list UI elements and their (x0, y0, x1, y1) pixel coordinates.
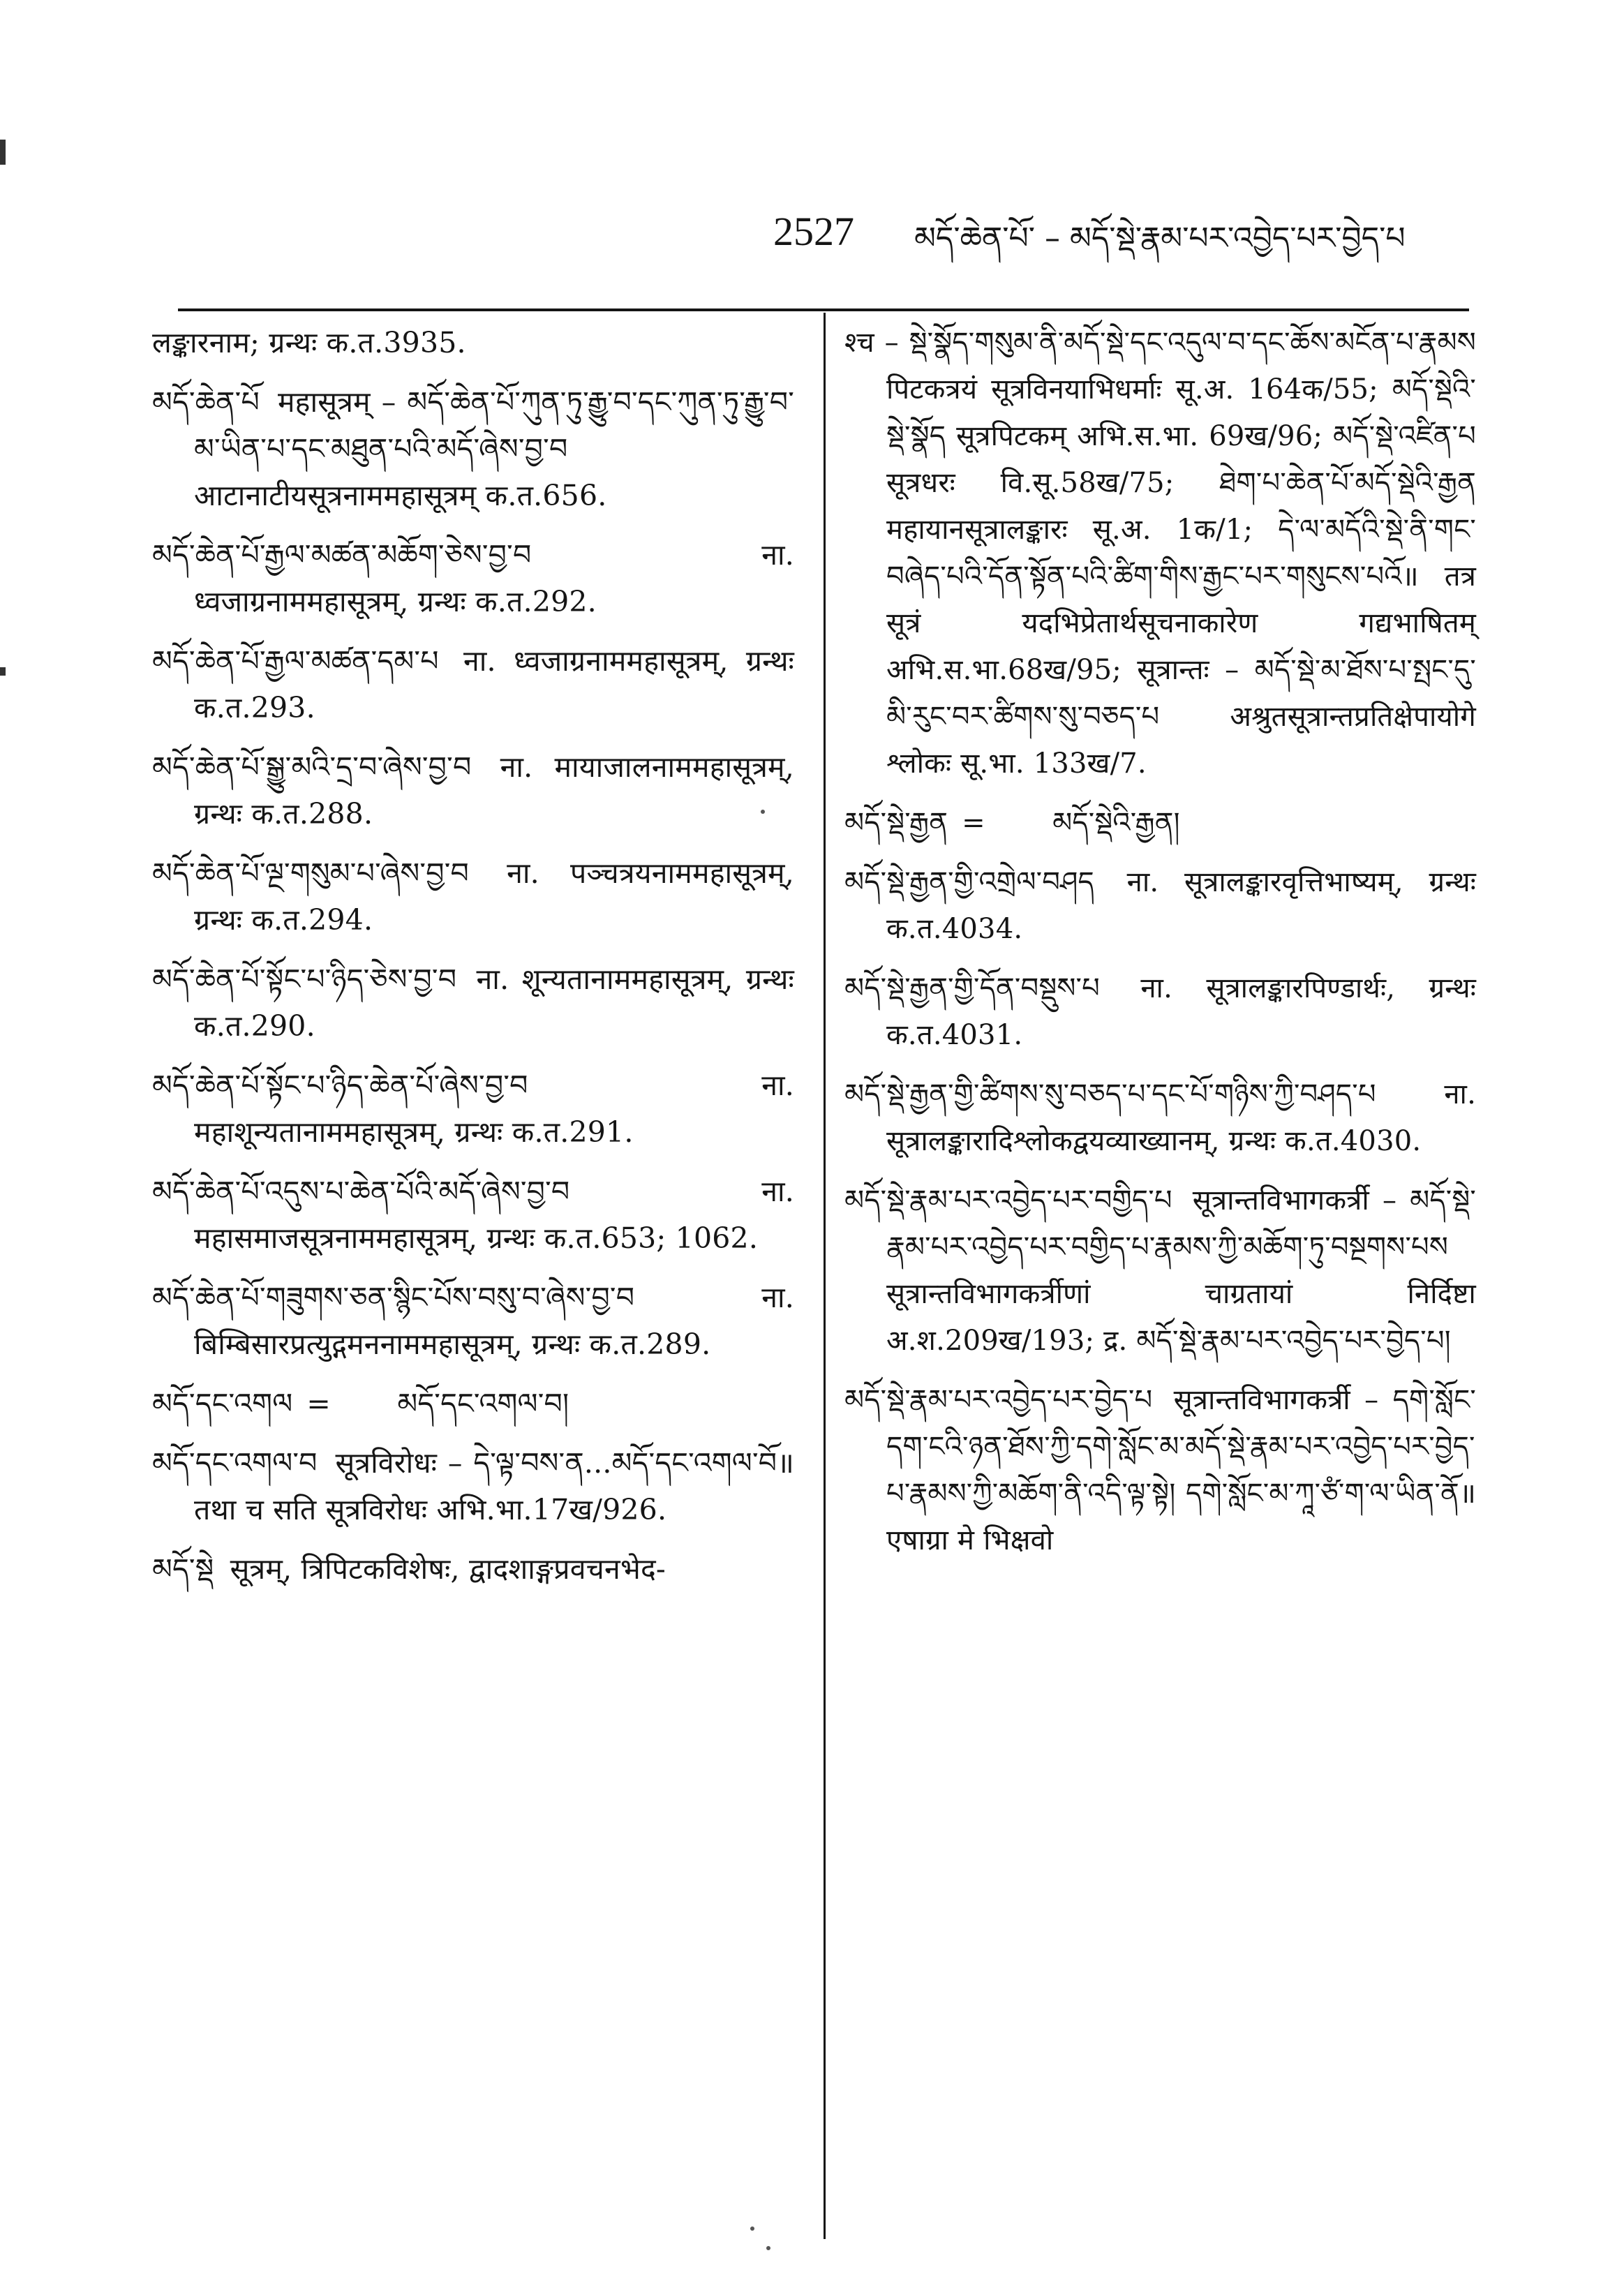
entry-text: सूत्रान्तविभागकर्त्री – དགེ་སློང་དག་ངའི་ཉན་ཐོས་ཀྱི་དགེ་སློང་མ་མདོ་སྡེ་རྣམ་པར་འབྱེད་པར་བྱེད་པ་རྣམས་ཀྱི་མཆོག་ནི་འདི་ལྟ་སྟེ། དགེ་སློང་མ་ཀཱ་ཙཾ་ག་ལ་ཡིན་ནོ॥ एषाग्रा मे भिक्षवो (886, 1384, 1477, 1556)
entry-headword: མདོ་སྡེ་རྣམ་པར་འབྱེད་པར་བྱེད་པ (844, 1384, 1153, 1416)
page-number: 2527 (773, 209, 854, 254)
header-rule (178, 308, 1469, 311)
dictionary-entry (152, 379, 794, 519)
entry-text: ना. सूत्रालङ्कारवृत्तिभाष्यम्, ग्रन्थः क.त.4034. (886, 866, 1477, 945)
entry-text: ना. महाशून्यतानाममहासूत्रम्, ग्रन्थः क.त.291. (194, 1069, 794, 1149)
dictionary-entry (152, 1168, 794, 1262)
dictionary-entry (152, 744, 794, 838)
entry-text: ना. सूत्रालङ्कारादिश्लोकद्वयव्याख्यानम्, ग्रन्थः क.त.4030. (886, 1078, 1476, 1157)
scan-speck (766, 2246, 770, 2250)
dictionary-entry (844, 320, 1476, 787)
dictionary-entry (844, 1177, 1476, 1365)
entry-text: ना. मायाजालनाममहासूत्रम्, ग्रन्थः क.त.288. (194, 750, 795, 831)
entry-text: ना. सूत्रालङ्कारपिण्डार्थः, ग्रन्थः क.त.4031. (886, 972, 1476, 1051)
dictionary-entry (844, 1377, 1476, 1564)
entry-headword: མདོ་ཆེན་པོ་སྟོང་པ་ཉིད་ཆེན་པོ་ཞེས་བྱ་བ (152, 1069, 528, 1102)
entry-headword: མདོ་ཆེན་པོ་སྒྱུ་མའི་དྲ་བ་ཞེས་བྱ་བ (152, 750, 472, 784)
scan-speck (750, 2226, 754, 2231)
entry-text: ना. शून्यतानाममहासूत्रम्, ग्रन्थः क.त.290. (194, 962, 794, 1043)
entry-headword: མདོ་སྡེ་རྒྱན (844, 807, 948, 839)
dictionary-entry: མདོ་སྡེ་རྒྱན = མདོ་སྡེའི་རྒྱན། (844, 807, 1180, 839)
column-divider (824, 313, 826, 2239)
entry-headword: མདོ་ཆེན་པོ་རྒྱལ་མཚན་དམ་པ (152, 644, 439, 678)
entry-text: लङ्कारनाम; ग्रन्थः क.त.3935. (152, 326, 466, 359)
entry-text: सूत्रविरोधः – དེ་ལྟ་བས་ན...མདོ་དང་འགལ་བོ॥ तथा च सति सूत्रविरोधः अभि.भा.17ख/926. (194, 1446, 794, 1526)
entry-text: ना. ध्वजाग्रनाममहासूत्रम्, ग्रन्थः क.त.293. (194, 644, 794, 724)
dictionary-entry (844, 859, 1476, 953)
dictionary-entry (844, 965, 1476, 1059)
entry-headword: མདོ་སྡེ་རྒྱན་གྱི་དོན་བསྡུས་པ (844, 972, 1100, 1004)
entry-headword: མདོ་ཆེན་པོ་རྒྱལ་མཚན་མཆོག་ཅེས་བྱ་བ (152, 538, 532, 572)
scan-margin-mark (0, 667, 6, 676)
entry-headword: མདོ་སྡེ་རྒྱན་གྱི་ཚིགས་སུ་བཅད་པ་དང་པོ་གཉིས་ཀྱི་བཤད་པ (844, 1078, 1376, 1110)
dictionary-entry (152, 1062, 794, 1156)
left-column (152, 320, 794, 1605)
running-head: མདོ་ཆེན་པོ་ – མདོ་སྡེ་རྣམ་པར་འབྱེད་པར་བྱེད་པ (914, 221, 1406, 256)
dictionary-entry (844, 1071, 1476, 1165)
entry-text: महासूत्रम् – མདོ་ཆེན་པོ་ཀུན་ཏུ་རྒྱུ་བ་དང་ཀུན་ཏུ་རྒྱུ་བ་མ་ཡིན་པ་དང་མཐུན་པའི་མདོ་ཞེས་བྱ་བ आटानाटीयसूत्रनाममहासूत्रम् क.त.656. (194, 385, 795, 512)
entry-text: མདོ་དང་འགལ་བ། (397, 1387, 569, 1420)
entry-headword: མདོ་ཆེན་པོ་སྟོང་པ་ཉིད་ཅེས་བྱ་བ (152, 962, 457, 996)
entry-text: མདོ་སྡེའི་རྒྱན། (1052, 807, 1180, 839)
entry-headword: མདོ་སྡེ་རྣམ་པར་འབྱེད་པར་བགྱིད་པ (844, 1184, 1172, 1217)
dictionary-entry: མདོ་དང་འགལ = མདོ་དང་འགལ་བ། (152, 1387, 569, 1420)
dictionary-entry (152, 1546, 794, 1593)
entry-text: सूत्रान्तविभागकर्त्री – མདོ་སྡེ་རྣམ་པར་འབྱེད་པར་བགྱིད་པ་རྣམས་ཀྱི་མཆོག་ཏུ་བསྔགས་པས सूत्रान्तविभागकर्त्रीणां चाग्रतायां निर्दिष्टा अ.श.209ख/193; द्र. མདོ་སྡེ་རྣམ་པར་འབྱེད་པར་བྱེད་པ། (886, 1184, 1477, 1357)
right-column (844, 320, 1476, 1577)
entry-text: ना. पञ्चत्रयनाममहासूत्रम्, ग्रन्थः क.त.294. (194, 856, 795, 937)
dictionary-entry (152, 850, 794, 944)
entry-text: ना. महासमाजसूत्रनाममहासूत्रम्, ग्रन्थः क.त.653; 1062. (194, 1175, 794, 1255)
dictionary-entry (152, 532, 794, 625)
scan-margin-mark (0, 140, 6, 165)
dictionary-entry (152, 320, 794, 366)
dictionary-entry (152, 638, 794, 731)
dictionary-entry (152, 1274, 794, 1368)
entry-headword: མདོ་ཆེན་པོ་གཟུགས་ཅན་སྙིང་པོས་བསུ་བ་ཞེས་བྱ་བ (152, 1281, 635, 1314)
dictionary-entry (152, 956, 794, 1050)
entry-text: सूत्रम्, त्रिपिटकविशेषः, द्वादशाङ्गप्रवचनभेद- (230, 1552, 666, 1586)
entry-headword: མདོ་དང་འགལ་བ (152, 1446, 318, 1480)
entry-text: ना. ध्वजाग्रनाममहासूत्रम्, ग्रन्थः क.त.292. (194, 538, 794, 618)
entry-headword: མདོ་ཆེན་པོ་ལྔ་གསུམ་པ་ཞེས་བྱ་བ (152, 856, 470, 890)
entry-headword: མདོ་སྡེ་རྒྱན་གྱི་འགྲེལ་བཤད (844, 866, 1094, 898)
entry-headword: མདོ་དང་འགལ (152, 1387, 293, 1420)
entry-text: ना. बिम्बिसारप्रत्युद्गमननाममहासूत्रम्, ग्रन्थः क.त.289. (194, 1281, 794, 1361)
entry-text: श्च – སྡེ་སྣོད་གསུམ་ནི་མདོ་སྡེ་དང་འདུལ་བ་དང་ཆོས་མངོན་པ་རྣམས पिटकत्रयं सूत्रविनयाभिधर्माः सू.अ. 164क/55; མདོ་སྡེའི་སྡེ་སྣོད सूत्रपिटकम् अभि.स.भा. 69ख/96; མདོ་སྡེ་འཛིན་པ सूत्रधरः वि.सू.58ख/75; ཐེག་པ་ཆེན་པོ་མདོ་སྡེའི་རྒྱན महायानसूत्रालङ्कारः सू.अ. 1क/1; དེ་ལ་མདོའི་སྡེ་ནི་གང་བཞེད་པའི་དོན་སྟོན་པའི་ཚིག་གིས་རྒྱང་པར་གསུངས་པའོ॥ तत्र सूत्रं यदभिप्रेतार्थसूचनाकारेण गद्यभाषितम् अभि.स.भा.68ख/95; सूत्रान्तः – མདོ་སྡེ་མ་ཐོས་པ་སྤང་དུ་མི་རུང་བར་ཚིགས་སུ་བཅད་པ अश्रुतसूत्रान्तप्रतिक्षेपायोगे श्लोकः सू.भा. 133ख/7. (844, 327, 1476, 780)
entry-headword: མདོ་ཆེན་པོ་འདུས་པ་ཆེན་པོའི་མདོ་ཞེས་བྱ་བ (152, 1175, 570, 1208)
entry-headword: མདོ་ཆེན་པོ (152, 385, 260, 419)
dictionary-entry (152, 1440, 794, 1533)
entry-headword: མདོ་སྡེ (152, 1552, 214, 1586)
